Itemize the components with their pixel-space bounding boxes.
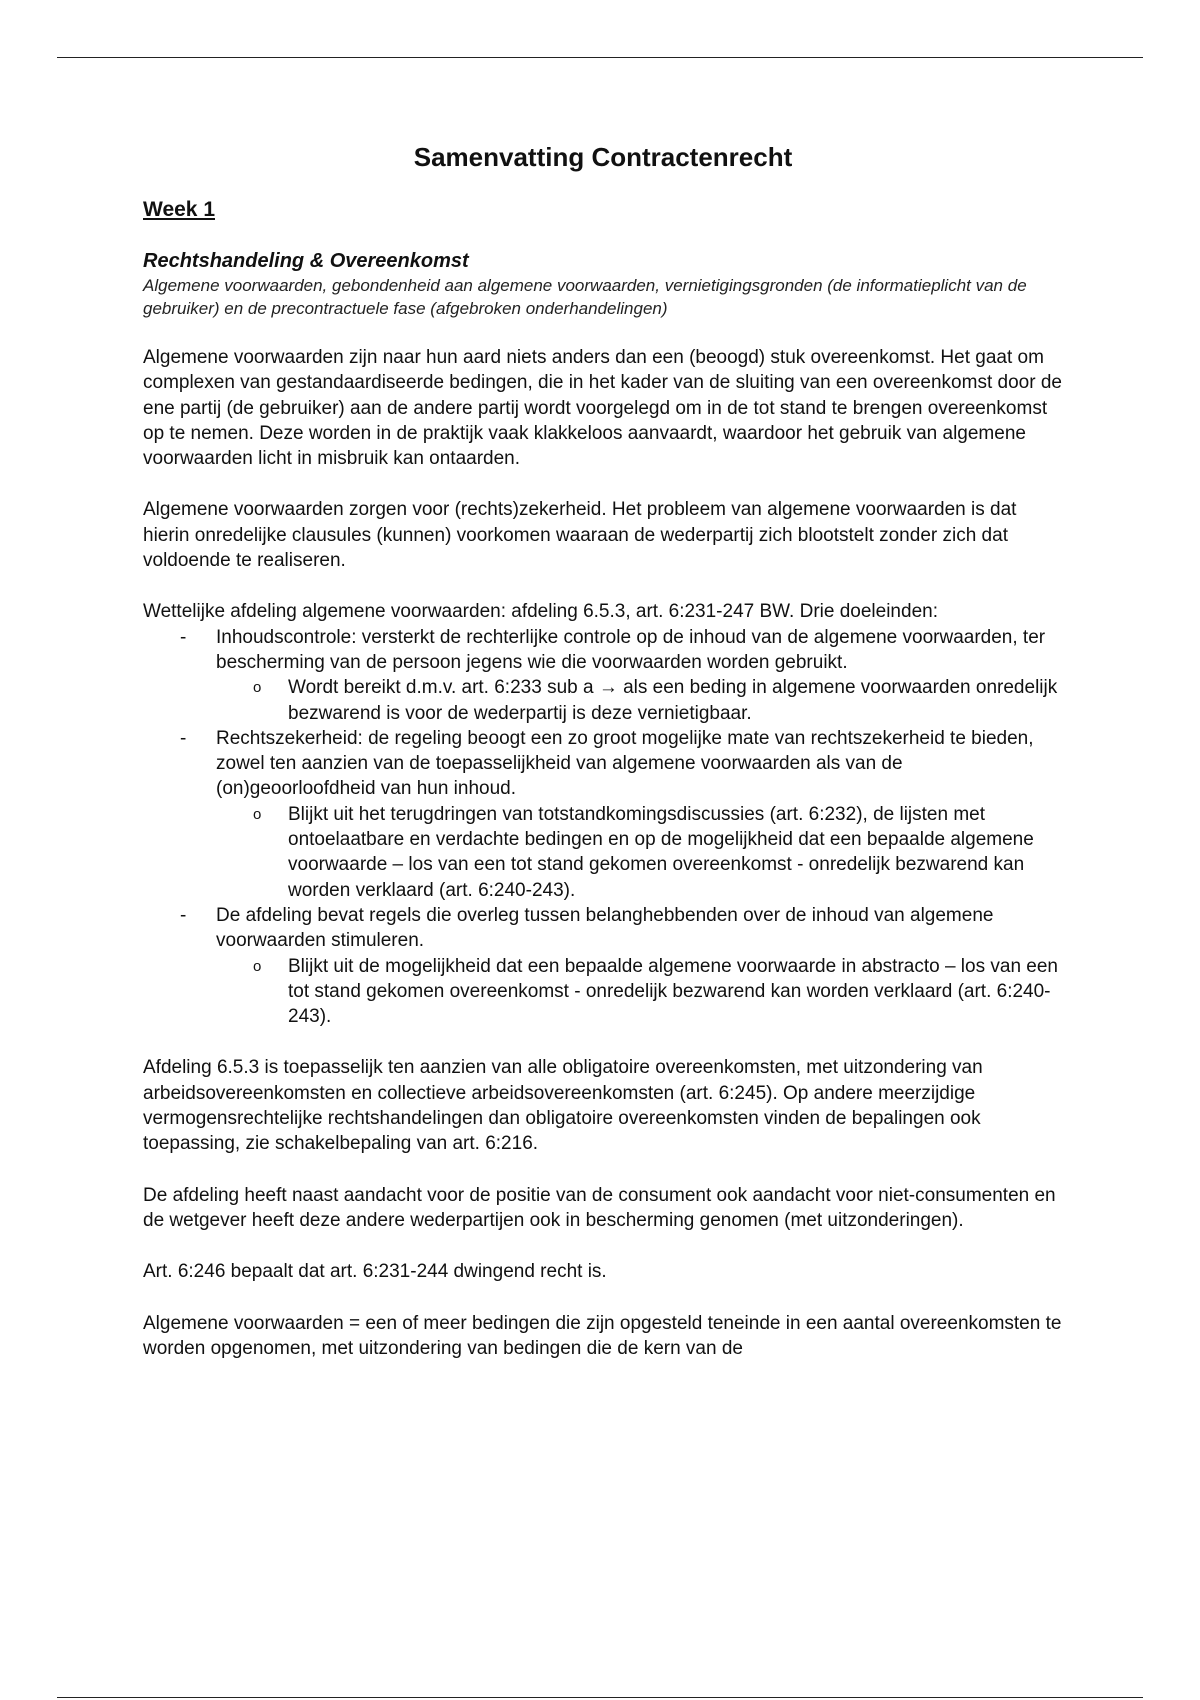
list-item-text: De afdeling bevat regels die overleg tussen belanghebbenden over de inhoud van algemene voorwaarden stimuleren. (216, 904, 994, 952)
section-heading: Rechtshandeling & Overeenkomst (143, 250, 469, 272)
paragraph: Afdeling 6.5.3 is toepasselijk ten aanzien van alle obligatoire overeenkomsten, met uitzondering van arbeidsovereenkomsten en collectieve arbeidsovereenkomsten (art. 6:245). Op andere meerzijdige vermogensrechtelijke rechtshandelingen dan obligatoire overeenkomsten vinden de bepalingen ook toepassing, zie schakelbepaling van art. 6:216. (143, 1057, 983, 1155)
paragraph: Algemene voorwaarden zorgen voor (rechts)zekerheid. Het probleem van algemene voorwaarden is dat hierin onredelijke clausules (kunnen) voorkomen waaraan de wederpartij zich blootstelt zonder zich dat voldoende te realiseren. (143, 499, 1017, 572)
sub-list (216, 675, 1063, 726)
list-intro: Wettelijke afdeling algemene voorwaarden: afdeling 6.5.3, art. 6:231-247 BW. Drie doeleinden: (143, 601, 938, 623)
sub-list-item-text: Blijkt uit het terugdringen van totstandkomingsdiscussies (art. 6:232), de lijsten met ontoelaatbare en verdachte bedingen en op de mogelijkheid dat een bepaalde algemene voorwaarde – los van een tot stand gekomen overeenkomst - onredelijk bezwarend kan worden verklaard (art. 6:240-243). (288, 803, 1034, 901)
sub-list (216, 802, 1063, 903)
section-subtitle: Algemene voorwaarden, gebondenheid aan algemene voorwaarden, vernietigingsgronden (de informatieplicht van de gebruiker) en de precontractuele fase (afgebroken onderhandelingen) (143, 276, 1027, 318)
circle-bullet: o (253, 679, 262, 697)
sub-list-item (216, 675, 1063, 726)
top-rule (57, 57, 1143, 58)
list-item (143, 625, 1063, 726)
paragraph: Algemene voorwaarden zijn naar hun aard niets anders dan een (beoogd) stuk overeenkomst. Het gaat om complexen van gestandaardiseerde bedingen, die in het kader van de sluiting van een overeenkomst door de ene partij (de gebruiker) aan de andere partij wordt voorgelegd om in de tot stand te brengen overeenkomst op te nemen. Deze worden in de praktijk vaak klakkeloos aanvaardt, waardoor het gebruik van algemene voorwaarden licht in misbruik kan ontaarden. (143, 347, 1062, 470)
sub-list-item (216, 954, 1063, 1030)
document-title: Samenvatting Contractenrecht (413, 142, 793, 172)
sub-list-item-text: Blijkt uit de mogelijkheid dat een bepaalde algemene voorwaarde in abstracto – los van een tot stand gekomen overeenkomst - onredelijk bezwarend kan worden verklaard (art. 6:240-243). (288, 955, 1058, 1028)
list-item-text: Inhoudscontrole: versterkt de rechterlijke controle op de inhoud van de algemene voorwaarden, ter bescherming van de persoon jegens wie die voorwaarden worden gebruikt. (216, 626, 1046, 673)
dash-bullet: - (180, 626, 187, 648)
circle-bullet: o (253, 957, 262, 975)
list-item (143, 726, 1063, 903)
goals-list (143, 625, 1063, 1030)
list-item (143, 903, 1063, 1029)
paragraph: De afdeling heeft naast aandacht voor de positie van de consument ook aandacht voor niet-consumenten en de wetgever heeft deze andere wederpartijen ook in bescherming genomen (met uitzonderingen). (143, 1184, 1056, 1231)
dash-bullet: - (180, 904, 187, 926)
sub-list-item-text: Wordt bereikt d.m.v. art. 6:233 sub a → als een beding in algemene voorwaarden onredelijk bezwarend is voor de wederpartij is deze vernietigbaar. (288, 677, 1058, 724)
paragraph: Art. 6:246 bepaalt dat art. 6:231-244 dwingend recht is. (143, 1261, 607, 1283)
document-page (143, 140, 1063, 1387)
circle-bullet: o (253, 805, 262, 823)
list-item-text: Rechtszekerheid: de regeling beoogt een zo groot mogelijke mate van rechtszekerheid te bieden, zowel ten aanzien van de toepasselijkheid van algemene voorwaarden als van de (on)geoorloofdheid van hun inhoud. (216, 727, 1034, 800)
sub-list (216, 954, 1063, 1030)
bottom-rule (57, 1697, 1143, 1698)
week-heading: Week 1 (143, 198, 215, 221)
paragraph: Algemene voorwaarden = een of meer bedingen die zijn opgesteld teneinde in een aantal overeenkomsten te worden opgenomen, met uitzondering van bedingen die de kern van de (143, 1312, 1062, 1359)
sub-list-item (216, 802, 1063, 903)
dash-bullet: - (180, 727, 187, 749)
